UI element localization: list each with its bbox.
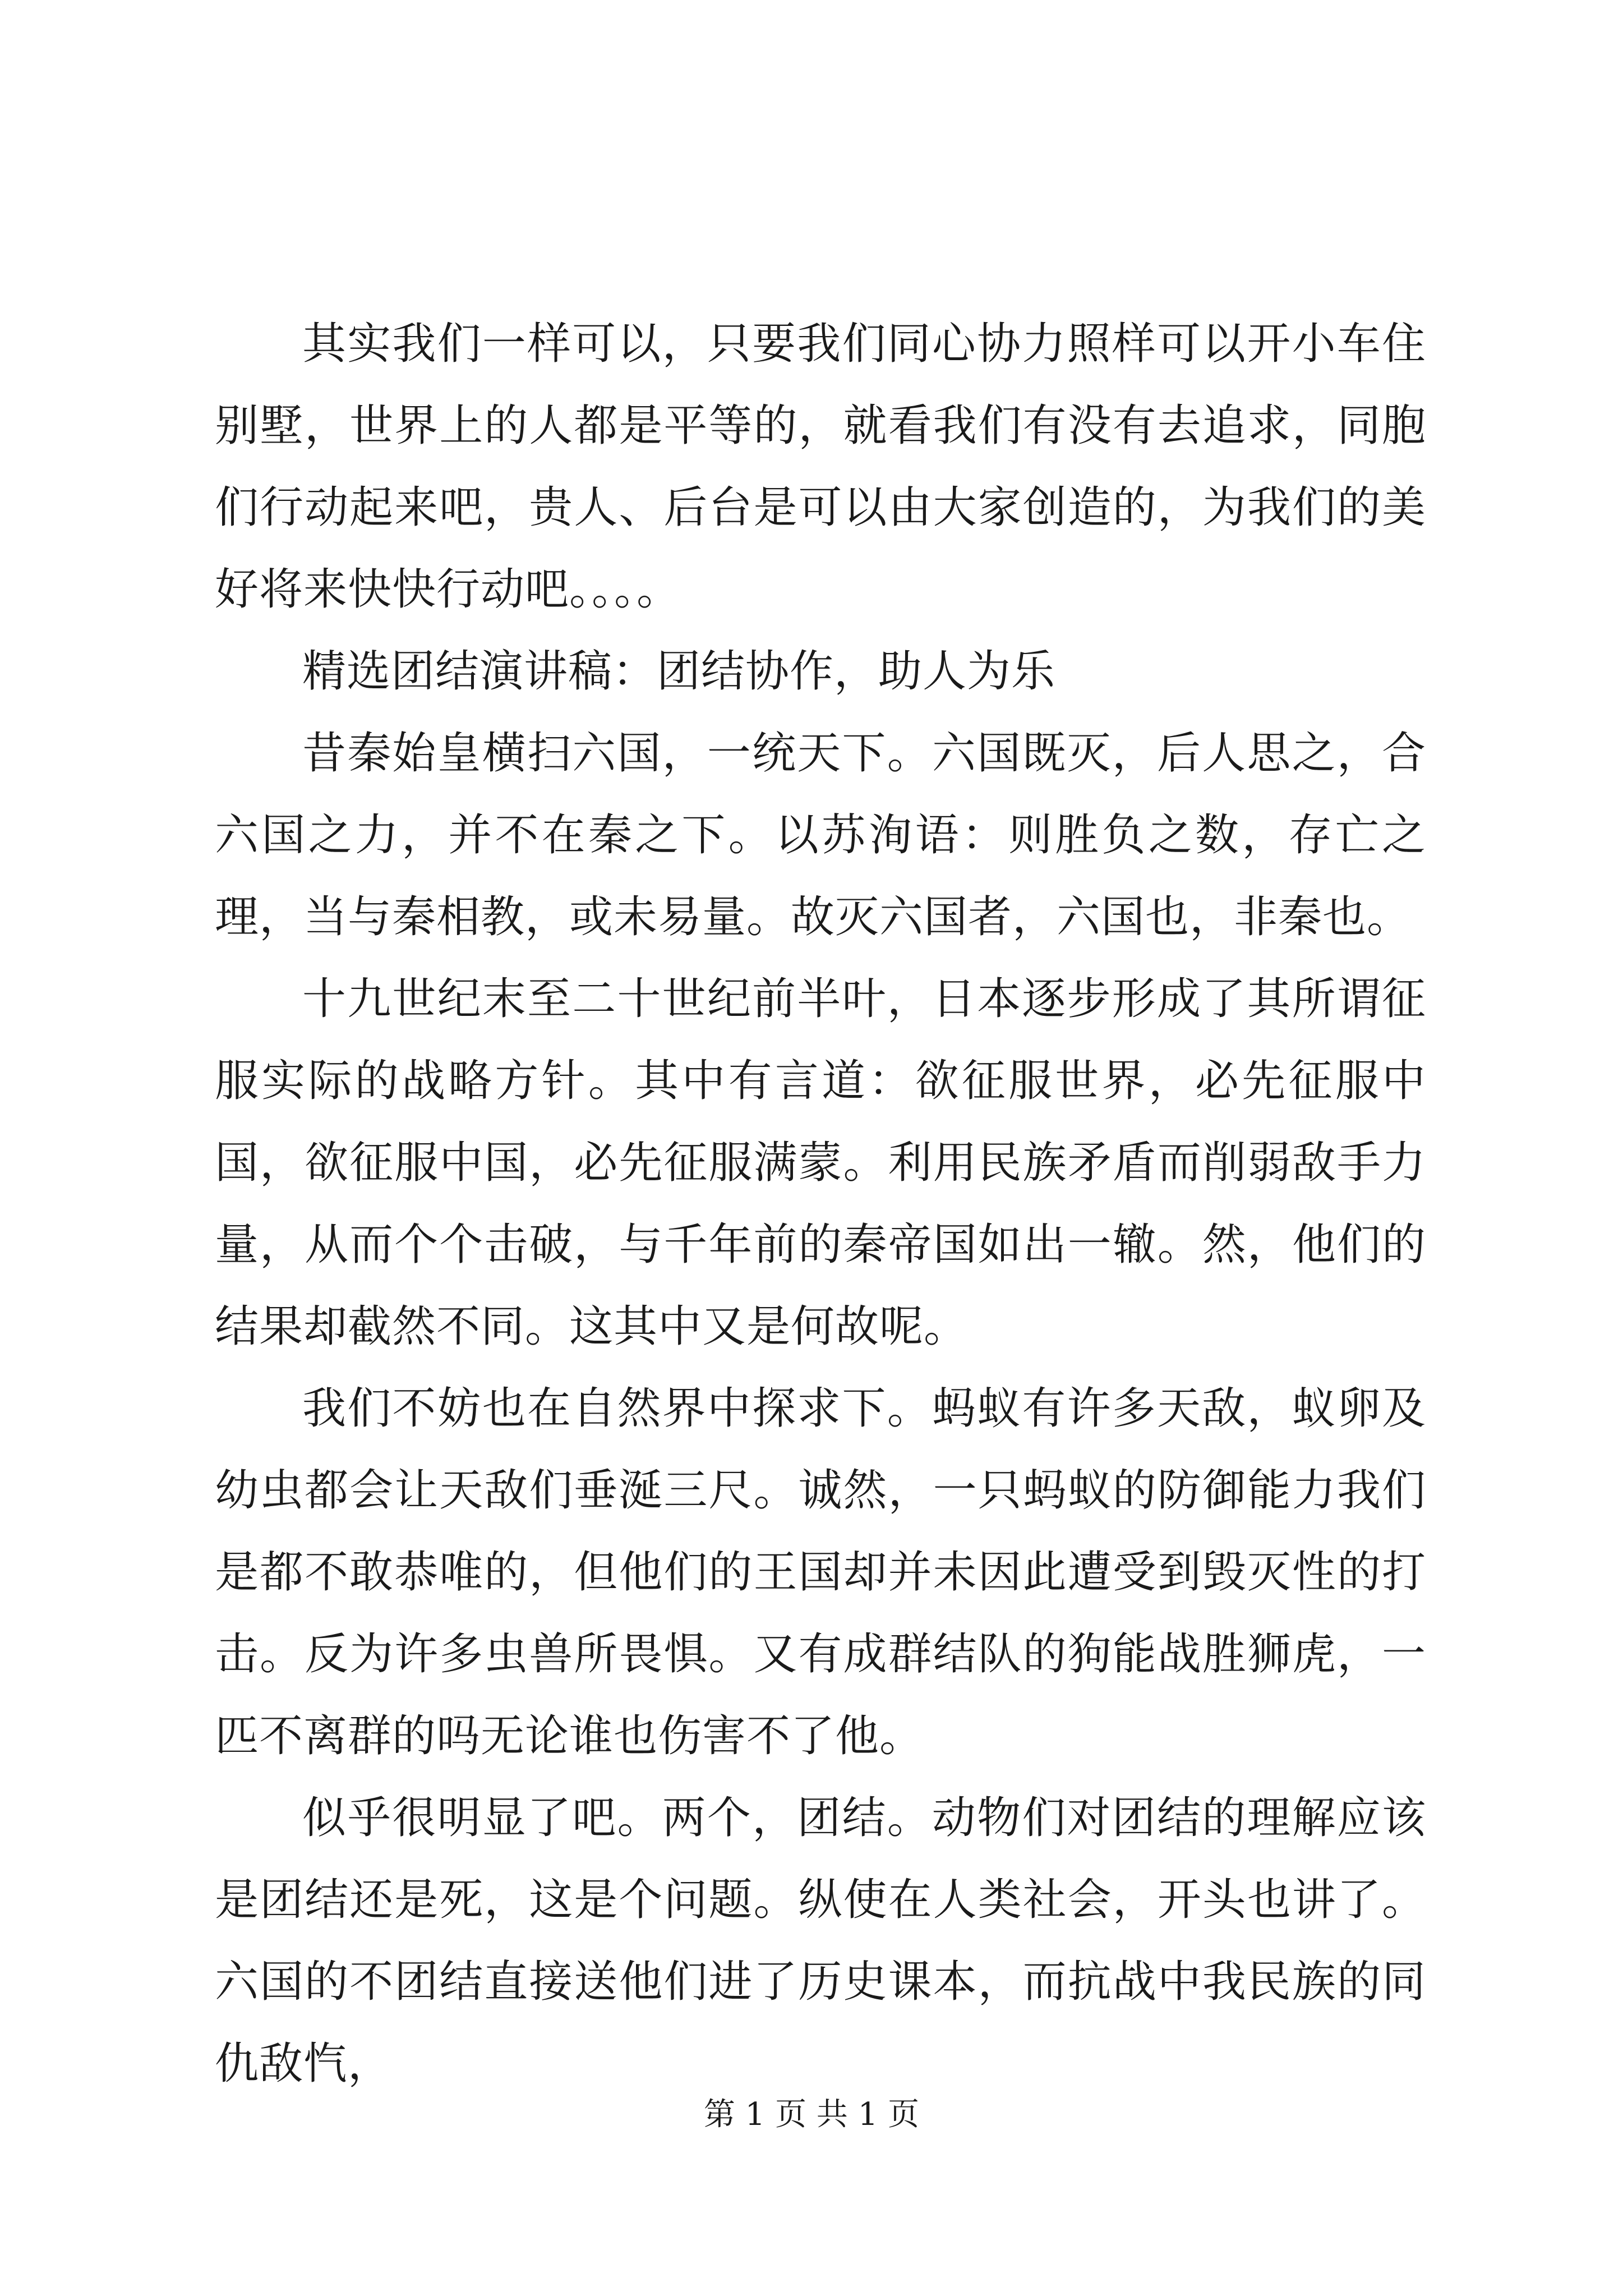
paragraph: 昔秦始皇横扫六国，一统天下。六国既灭，后人思之，合六国之力，并不在秦之下。以苏洵语：则胜负之数，存亡之理，当与秦相教，或未易量。故灭六国者，六国也，非秦也。 (215, 728, 1426, 942)
paragraph: 我们不妨也在自然界中探求下。蚂蚁有许多天敌，蚁卵及幼虫都会让天敌们垂涎三尺。诚然，一只蚂蚁的防御能力我们是都不敢恭唯的，但他们的王国却并未因此遭受到毁灭性的打击。反为许多虫兽所畏惧。又有成群结队的狗能战胜狮虎，一匹不离群的吗无论谁也伤害不了他。 (215, 1383, 1426, 1761)
page-footer: 第 1 页 共 1 页 (703, 2096, 920, 2133)
paragraph: 似乎很明显了吧。两个，团结。动物们对团结的理解应该是团结还是死，这是个问题。纵使在人类社会，开头也讲了。六国的不团结直接送他们进了历史课本，而抗战中我民族的同仇敌忾， (215, 1793, 1426, 2089)
section-heading: 精选团结演讲稿：团结协作，助人为乐 (302, 646, 1056, 697)
paragraph: 其实我们一样可以，只要我们同心协力照样可以开小车住别墅，世界上的人都是平等的，就看我们有没有去追求，同胞们行动起来吧，贵人、后台是可以由大家创造的，为我们的美好将来快快行动吧。。。。 (215, 319, 1426, 615)
document-body (215, 303, 1426, 2105)
paragraph: 十九世纪末至二十世纪前半叶，日本逐步形成了其所谓征服实际的战略方针。其中有言道：欲征服世界，必先征服中国，欲征服中国，必先征服满蒙。利用民族矛盾而削弱敌手力量，从而个个击破，与千年前的秦帝国如出一辙。然，他们的结果却截然不同。这其中又是何故呢。 (215, 974, 1426, 1352)
